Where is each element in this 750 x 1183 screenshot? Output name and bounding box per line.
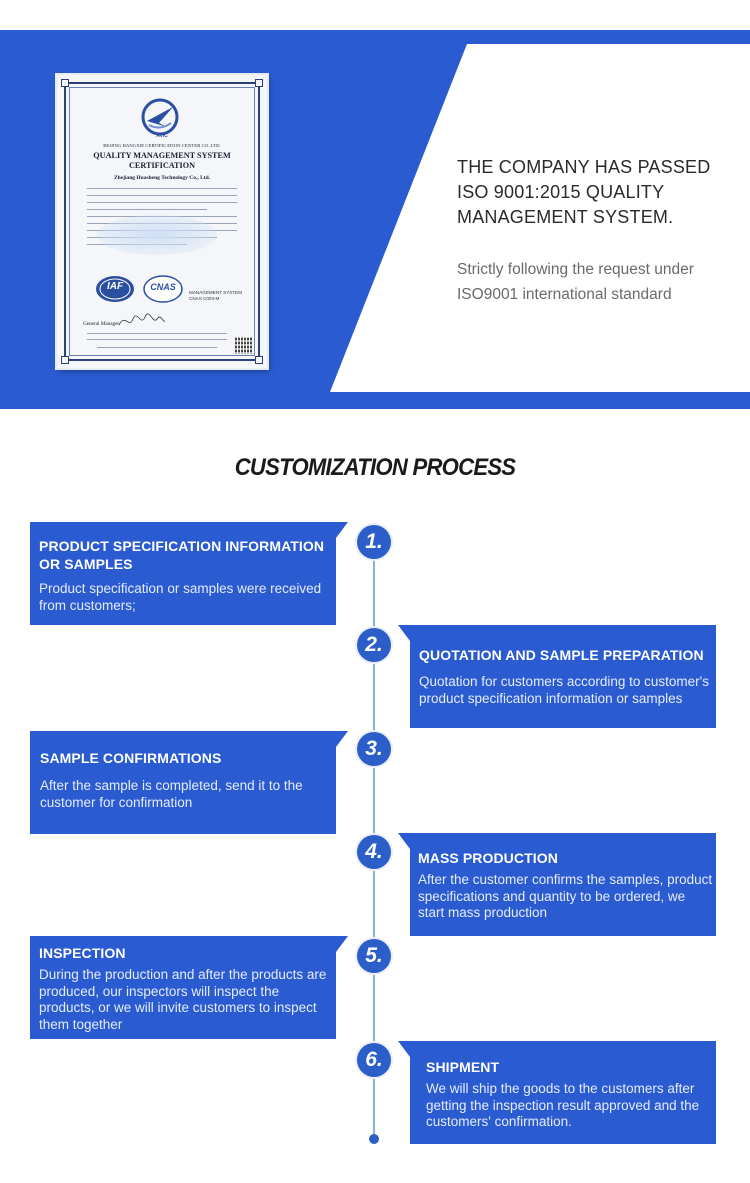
cnas-code: CNAS C003-M: [189, 296, 220, 301]
step-desc-1b: from customers;: [39, 597, 136, 613]
certificate-banner: [0, 30, 750, 409]
step-card-1: [30, 522, 336, 625]
step-desc-5b: produced, our inspectors will inspect the: [39, 983, 280, 999]
step-title-6: SHIPMENT: [426, 1059, 500, 1075]
cnas-caption: MANAGEMENT SYSTEM: [189, 290, 243, 295]
headline-line3: MANAGEMENT SYSTEM.: [457, 207, 674, 227]
step-title-1a: PRODUCT SPECIFICATION INFORMATION: [39, 538, 325, 554]
step-title-1b: OR SAMPLES: [39, 556, 133, 572]
cert-title-line2: CERTIFICATION: [129, 161, 195, 170]
signature-label: General Manager: [83, 321, 120, 327]
iaf-badge-text: IAF: [106, 281, 124, 292]
step-card-6: [410, 1041, 716, 1144]
headline: [457, 155, 737, 230]
step-desc-4a: After the customer confirms the samples, product: [418, 872, 713, 887]
step-title-2: QUOTATION AND SAMPLE PREPARATION: [419, 647, 704, 663]
step-number-1: 1.: [357, 525, 391, 559]
step-desc-6a: We will ship the goods to the customers after: [426, 1081, 695, 1096]
cnas-badge-text: CNAS: [150, 282, 176, 292]
step-desc-5c: products, or we will invite customers to inspect: [39, 1000, 317, 1015]
step-card-5: [30, 936, 336, 1039]
step-desc-2a: Quotation for customers according to customer's: [419, 674, 709, 689]
step-desc-4b: specifications and quantity to be ordered, we: [418, 888, 686, 904]
step-number-3: 3.: [357, 732, 391, 766]
iso-certificate-image: [57, 75, 267, 368]
step-desc-3a: After the sample is completed, send it to the: [40, 778, 303, 793]
signature-icon: [117, 311, 167, 331]
headline-line1: THE COMPANY HAS PASSED: [457, 157, 711, 177]
step-desc-1a: Product specification or samples were received: [39, 581, 322, 596]
timeline-end-dot: [369, 1134, 379, 1144]
step-desc-4c: start mass production: [418, 905, 548, 920]
step-desc-6b: getting the inspection result approved and the: [426, 1097, 700, 1113]
step-number-6: 6.: [357, 1043, 391, 1077]
step-title-3: SAMPLE CONFIRMATIONS: [40, 750, 222, 766]
step-title-5: INSPECTION: [39, 945, 126, 961]
step-desc-5a: During the production and after the products are: [39, 967, 327, 982]
subheadline: [457, 257, 742, 307]
step-number-2: 2.: [357, 628, 391, 662]
cert-company: Zhejiang Huasheng Technology Co., Ltd.: [113, 175, 211, 181]
cert-logo-text: AVIC: [156, 133, 168, 139]
step-desc-6c: customers' confirmation.: [426, 1114, 572, 1129]
step-card-4: [410, 833, 716, 936]
step-title-4: MASS PRODUCTION: [418, 850, 558, 866]
step-desc-2b: product specification information or samples: [419, 690, 683, 706]
cert-title-line1: QUALITY MANAGEMENT SYSTEM: [93, 151, 231, 160]
step-desc-5d: them together: [39, 1016, 123, 1032]
cert-issuer: BEIJING HANGXIE CERTIFICATION CENTER CO.,LTD.: [103, 143, 221, 148]
step-number-4: 4.: [357, 835, 391, 869]
step-card-2: [410, 625, 716, 728]
subheadline-line2: ISO9001 international standard: [457, 286, 672, 303]
step-card-3: [30, 731, 336, 834]
step-desc-3b: customer for confirmation: [40, 794, 193, 810]
headline-line2: ISO 9001:2015 QUALITY: [457, 182, 665, 202]
subheadline-line1: Strictly following the request under: [457, 261, 694, 278]
process-title: CUSTOMIZATION PROCESS: [234, 454, 516, 481]
step-number-5: 5.: [357, 939, 391, 973]
